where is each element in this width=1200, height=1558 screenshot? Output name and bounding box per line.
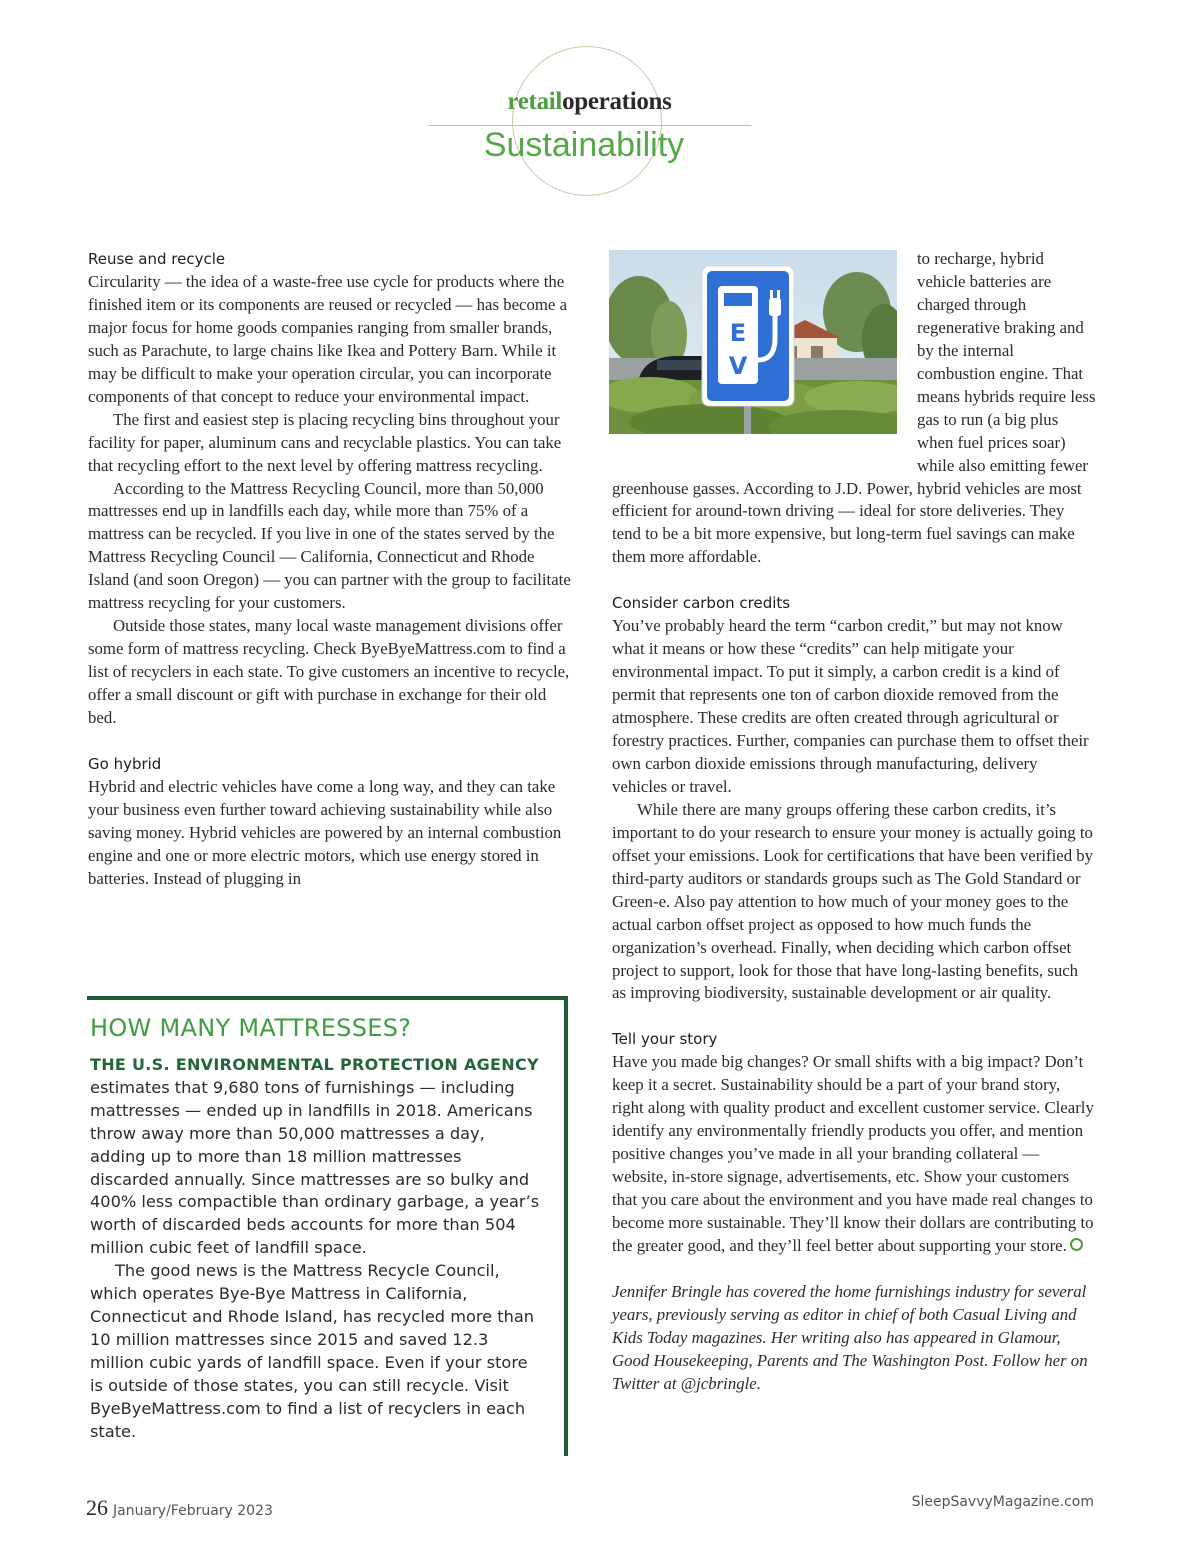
footer-website: SleepSavvyMagazine.com xyxy=(911,1494,1094,1510)
paragraph: The first and easiest step is placing recycling bins throughout your facility for paper, aluminum cans and recyclable plastics. You can take that recycling effort to the next level by offering mattress recycling. xyxy=(88,409,562,475)
column-right xyxy=(612,248,1096,1396)
sign-letter-v: V xyxy=(728,352,748,380)
sidebar-body xyxy=(90,1054,540,1443)
story-text: Have you made big changes? Or small shifts with a big impact? Don’t keep it a secret. Sustainability should be a part of your brand story, right along with quality product and excellent customer service. Clearly identify any environmentally friendly products you offer, and mention positive changes you’ve made in all your branding collateral — website, in-store signage, advertisements, etc. Show your customers that you care about the environment and you have made real changes to become more sustainable. They’ll know their dollars are contributing to the greater good, and they’ll feel better about supporting your store. xyxy=(612,1052,1094,1255)
sign-letter-e: E xyxy=(729,319,747,347)
footer-folio xyxy=(86,1495,273,1521)
paragraph: Outside those states, many local waste management divisions offer some form of mattress recycling. Check ByeByeMattress.com to find a list of recyclers in each state. To give customers an incentive to recycle, offer a small discount or gift with purchase in exchange for their old bed. xyxy=(88,616,570,728)
paragraph: to recharge, hybrid vehicle batteries are charged through regenerative braking and by the internal combustion engine. That means hybrids require less gas to run (a big plus when fuel prices soar) while also emitting fewer greenhouse gasses. According to J.D. Power, hybrid vehicles are most efficient for around-town driving — ideal for store deliveries. They tend to be a bit more expensive, but long-term fuel savings can make them more affordable. xyxy=(612,249,1096,567)
header-circle-ornament xyxy=(512,46,662,196)
paragraph: You’ve probably heard the term “carbon credit,” but may not know what it means or how these “credits” can help mitigate your environmental impact. To put it simply, a carbon credit is a kind of permit that represents one ton of carbon dioxide removed from the atmosphere. These credits are often created through agricultural or forestry practices. Further, companies can purchase them to offset their own carbon dioxide emissions through manufacturing, delivery vehicles or travel. xyxy=(612,616,1089,796)
paragraph: According to the Mattress Recycling Council, more than 50,000 mattresses end up in landfills each day, while more than 75% of a mattress can be recycled. If you live in one of the states served by the Mattress Recycling Council — California, Connecticut and Rhode Island (and soon Oregon) — you can partner with the group to facilitate mattress recycling for your customers. xyxy=(88,478,571,613)
paragraph-story xyxy=(612,1051,1096,1258)
kicker-dark: operations xyxy=(562,88,672,115)
sidebar-lead: THE U.S. ENVIRONMENTAL PROTECTION AGENCY xyxy=(90,1055,539,1074)
heading-carbon-credits: Consider carbon credits xyxy=(612,594,791,613)
paragraph: Circularity — the idea of a waste-free use cycle for products where the finished item or its components are reused or recycled — has become a major focus for home goods companies ranging from smaller brands, such as Parachute, to large chains like Ikea and Pottery Barn. While it may be difficult to make your operation circular, you can incorporate components of that concept to reduce your environmental impact. xyxy=(88,271,568,406)
page-header xyxy=(0,0,1200,220)
department-kicker xyxy=(428,88,751,116)
issue-date: January/February 2023 xyxy=(113,1503,273,1519)
end-mark-icon xyxy=(1070,1238,1083,1251)
sidebar-paragraph: The good news is the Mattress Recycle Council, which operates Bye-Bye Mattress in California, Connecticut and Rhode Island, has recycled more than 10 million mattresses since 2015 and saved 12.3 million cubic yards of landfill space. Even if your store is outside of those states, you can still recycle. Visit ByeByeMattress.com to find a list of recyclers in each state. xyxy=(90,1261,535,1441)
sidebar-title: HOW MANY MATTRESSES? xyxy=(90,1014,412,1042)
heading-reuse-recycle: Reuse and recycle xyxy=(88,250,226,268)
sidebar-paragraph: estimates that 9,680 tons of furnishings — including mattresses — ended up in landfills in 2018. Americans throw away more than 50,000 mattresses a day, adding up to more than 18 million mattresses discarded annually. Since mattresses are so bulky and 400% less compactible than ordinary garbage, a year’s worth of discarded beds accounts for more than 504 million cubic feet of landfill space. xyxy=(90,1077,540,1258)
section-title: Sustainability xyxy=(483,126,685,164)
sidebar-box xyxy=(87,996,568,1456)
column-left xyxy=(88,248,574,891)
paragraph: While there are many groups offering these carbon credits, it’s important to do your research to ensure your money is actually going to offset your emissions. Look for certifications that have been verified by third-party auditors or standards groups such as The Gold Standard or Green-e. Also pay attention to how much of your money goes to the actual carbon offset project as opposed to how much funds the organization’s overhead. Finally, when deciding which carbon offset project to support, look for those that have long-lasting benefits, such as improving biodiversity, sustainable development or air quality. xyxy=(612,799,1094,1003)
heading-tell-your-story: Tell your story xyxy=(612,1030,718,1049)
paragraph: Hybrid and electric vehicles have come a long way, and they can take your business even further toward achieving sustainability while also saving money. Hybrid vehicles are powered by an internal combustion engine and one or more electric motors, which use energy stored in batteries. Instead of plugging in xyxy=(88,776,562,888)
kicker-green: retail xyxy=(507,88,563,115)
heading-go-hybrid: Go hybrid xyxy=(88,754,162,773)
author-bio: Jennifer Bringle has covered the home furnishings industry for several years, previously serving as editor in chief of both Casual Living and Kids Today magazines. Her writing also has appeared in Glamour, Good Housekeeping, Parents and The Washington Post. Follow her on Twitter at @jcbringle. xyxy=(612,1281,1088,1393)
page-number: 26 xyxy=(86,1495,108,1520)
